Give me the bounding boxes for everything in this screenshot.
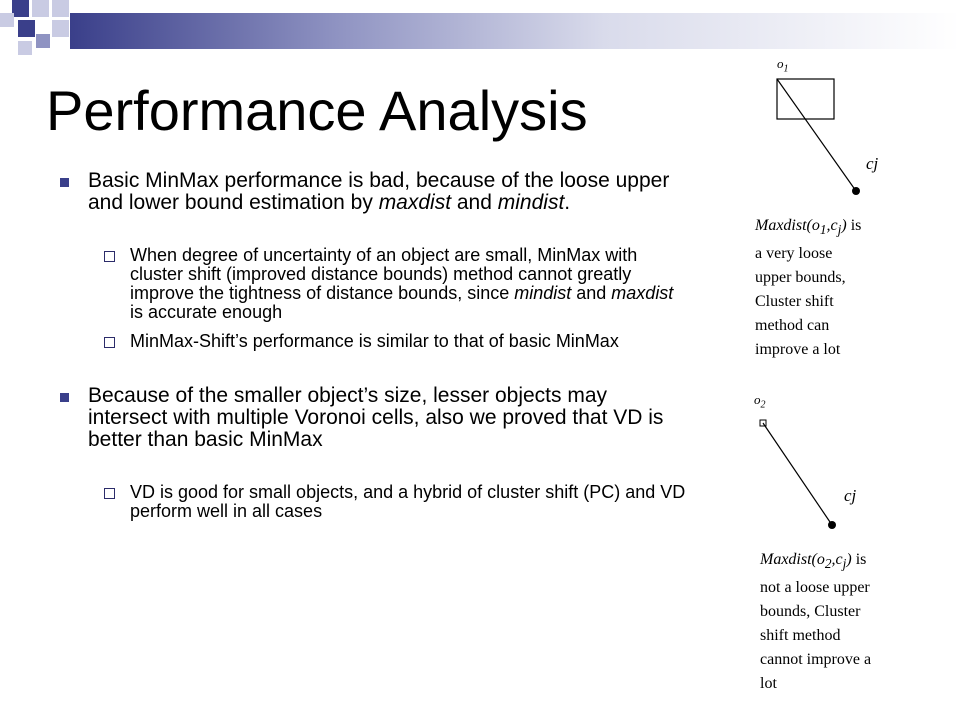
distance-line — [777, 79, 856, 191]
bullet-emphasis: maxdist — [378, 191, 452, 214]
hollow-square-bullet-icon — [104, 488, 115, 499]
deco-square — [18, 20, 35, 37]
center-label: cj — [844, 486, 857, 505]
caption-sub: j — [842, 556, 847, 572]
caption-line: not a loose upper — [760, 579, 870, 597]
center-label: cj — [866, 154, 879, 173]
caption-line: bounds, Cluster — [760, 603, 861, 621]
sub-bullet-item — [50, 483, 690, 521]
bullet-item — [50, 170, 690, 214]
distance-line — [763, 423, 832, 525]
caption-line — [755, 214, 861, 242]
caption-line: shift method — [760, 627, 841, 645]
square-bullet-icon — [60, 393, 69, 402]
bullet-text: Basic MinMax performance is bad, because of the loose upper and lower bound estimation by — [88, 169, 670, 214]
caption-line: upper bounds, — [755, 269, 846, 287]
caption-fn: ,c — [826, 217, 838, 234]
sub-bullet-item — [50, 246, 690, 322]
bullet-item — [50, 385, 690, 451]
bullet-emphasis: mindist — [497, 191, 565, 214]
caption-line: lot — [760, 675, 777, 693]
bullet-text: and — [451, 191, 498, 214]
caption-line: cannot improve a — [760, 651, 872, 669]
object-label — [777, 56, 789, 75]
caption-line: a very loose — [755, 245, 833, 263]
caption-fn: Maxdist(o — [760, 551, 825, 568]
deco-square — [52, 0, 69, 17]
sub-bullet-text: is accurate enough — [130, 302, 283, 322]
caption-line: Cluster shift — [755, 293, 834, 311]
bullet-text: . — [564, 191, 571, 214]
slide-content — [50, 170, 690, 531]
caption-fn: Maxdist(o — [755, 217, 820, 234]
square-bullet-icon — [60, 178, 69, 187]
sub-bullet-emphasis: maxdist — [611, 283, 674, 303]
sub-bullet-text: VD is good for small objects, and a hybrid of cluster shift (PC) and VD perform well in all cases — [130, 482, 686, 521]
caption-line: improve a lot — [755, 341, 841, 359]
sub-bullet-emphasis: mindist — [514, 283, 572, 303]
deco-square — [36, 34, 50, 48]
sub-bullet-text: and — [571, 283, 612, 303]
header-gradient-bar — [70, 13, 960, 49]
object-label-text: $o_2$ — [754, 392, 766, 411]
deco-square — [18, 41, 32, 55]
hollow-square-bullet-icon — [104, 337, 115, 348]
figure-panel — [740, 50, 960, 720]
slide-title: Performance Analysis — [46, 79, 588, 142]
uncertain-object-rect — [777, 79, 834, 119]
figure2-caption — [760, 548, 871, 696]
object-label-text: $o_1$ — [777, 56, 789, 75]
caption-fn: ) — [846, 551, 852, 568]
hollow-square-bullet-icon — [104, 251, 115, 262]
caption-line: method can — [755, 317, 830, 335]
deco-square — [0, 13, 14, 27]
sub-bullet-item — [50, 332, 690, 351]
caption-sub: j — [837, 222, 842, 238]
cluster-center-point — [828, 521, 836, 529]
caption-line — [760, 548, 871, 576]
caption-fn: ) — [841, 217, 847, 234]
sub-bullet-text: When degree of uncertainty of an object are small, MinMax with cluster shift (improved distance bounds) method cannot greatly improve the tightness of distance bounds, since — [130, 245, 638, 303]
caption-text: is — [846, 217, 862, 234]
figure1-caption — [755, 214, 861, 362]
sub-bullet-text: MinMax-Shift’s performance is similar to that of basic MinMax — [130, 331, 619, 351]
deco-square — [32, 0, 49, 17]
bullet-text: Because of the smaller object’s size, lesser objects may intersect with multiple Voronoi cells, also we proved that VD is better than basic MinMax — [88, 384, 664, 451]
cluster-center-point — [852, 187, 860, 195]
caption-sub: 1 — [819, 222, 827, 238]
caption-fn: ,c — [831, 551, 843, 568]
object-label — [754, 392, 766, 411]
caption-text: is — [851, 551, 867, 568]
caption-sub: 2 — [824, 556, 832, 572]
deco-square — [52, 20, 69, 37]
deco-square — [12, 0, 29, 17]
